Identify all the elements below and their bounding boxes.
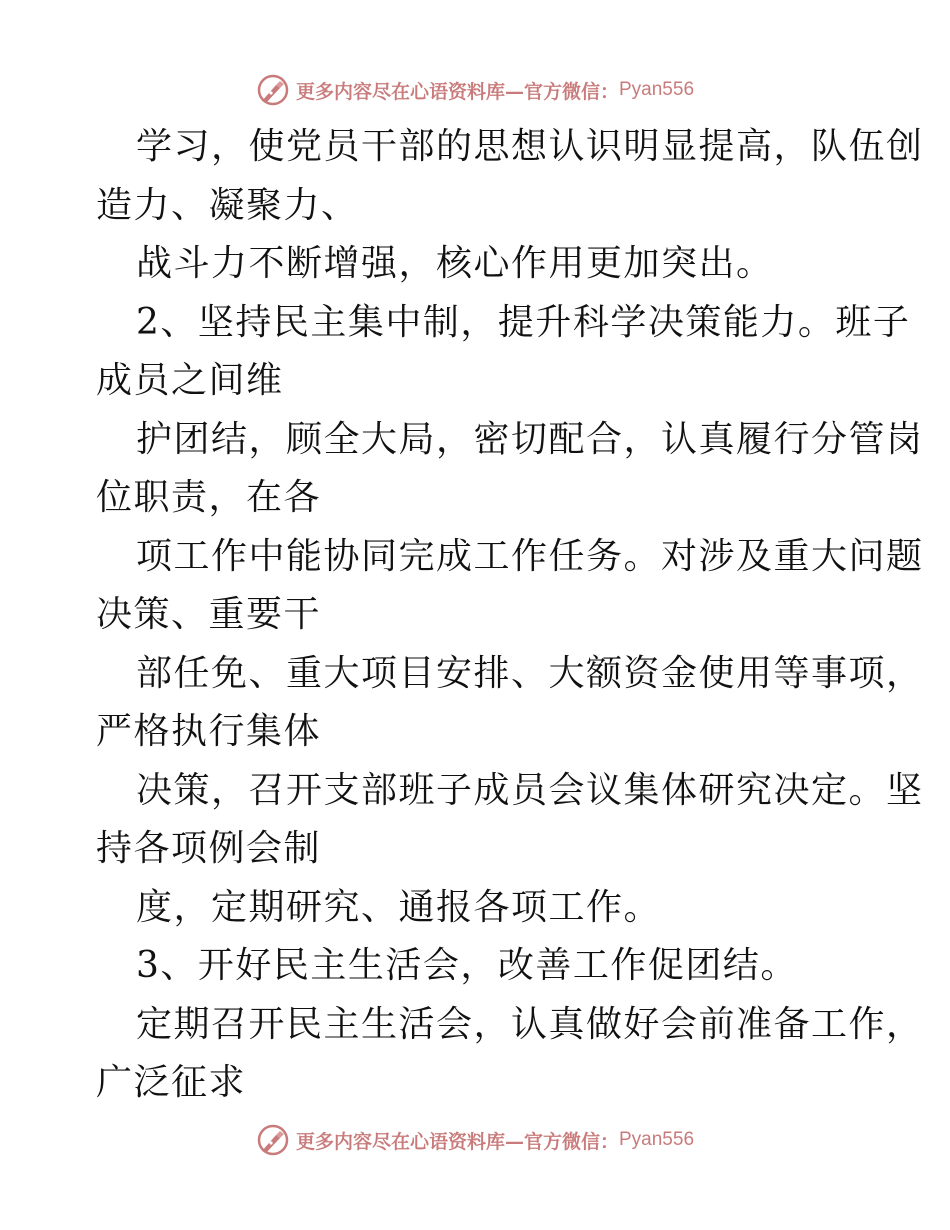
paragraph-line: 造力、凝聚力、 [96,184,359,226]
banner-text: 更多内容尽在心语资料库—官方微信： [295,80,619,103]
paragraph-line: 2、坚持民主集中制，提升科学决策能力。班子 [136,301,911,343]
paragraph-line: 广泛征求 [96,1062,247,1103]
pen-circle-logo-icon [256,1123,290,1157]
paragraph-line: 部任免、重大项目安排、大额资金使用等事项， [136,652,924,694]
banner-wechat-id: Pyan556 [619,79,695,100]
paragraph-line: 决策、重要干 [96,594,322,635]
footer-banner [0,1120,950,1160]
paragraph-line: 学习，使党员干部的思想认识明显提高，队伍创 [136,126,924,167]
paragraph-line: 项工作中能协同完成工作任务。对涉及重大问题 [136,535,924,577]
paragraph-line: 度，定期研究、通报各项工作。 [136,886,662,928]
paragraph-line: 3、开好民主生活会，改善工作促团结。 [136,945,798,986]
document-body [96,118,924,1113]
header-banner [0,70,950,110]
paragraph-line: 战斗力不断增强，核心作用更加突出。 [136,243,774,284]
paragraph-line: 位职责，在各 [96,477,322,518]
paragraph-line: 成员之间维 [96,360,284,401]
paragraph-line: 持各项例会制 [96,828,322,869]
banner-wechat-id: Pyan556 [619,1129,695,1150]
pen-circle-logo-icon [256,73,290,107]
paragraph-line: 定期召开民主生活会，认真做好会前准备工作， [136,1003,924,1045]
paragraph-line: 决策，召开支部班子成员会议集体研究决定。坚 [136,769,924,811]
banner-text: 更多内容尽在心语资料库—官方微信： [295,1130,619,1153]
paragraph-line: 严格执行集体 [96,711,322,752]
paragraph-line: 护团结，顾全大局，密切配合，认真履行分管岗 [136,418,924,460]
